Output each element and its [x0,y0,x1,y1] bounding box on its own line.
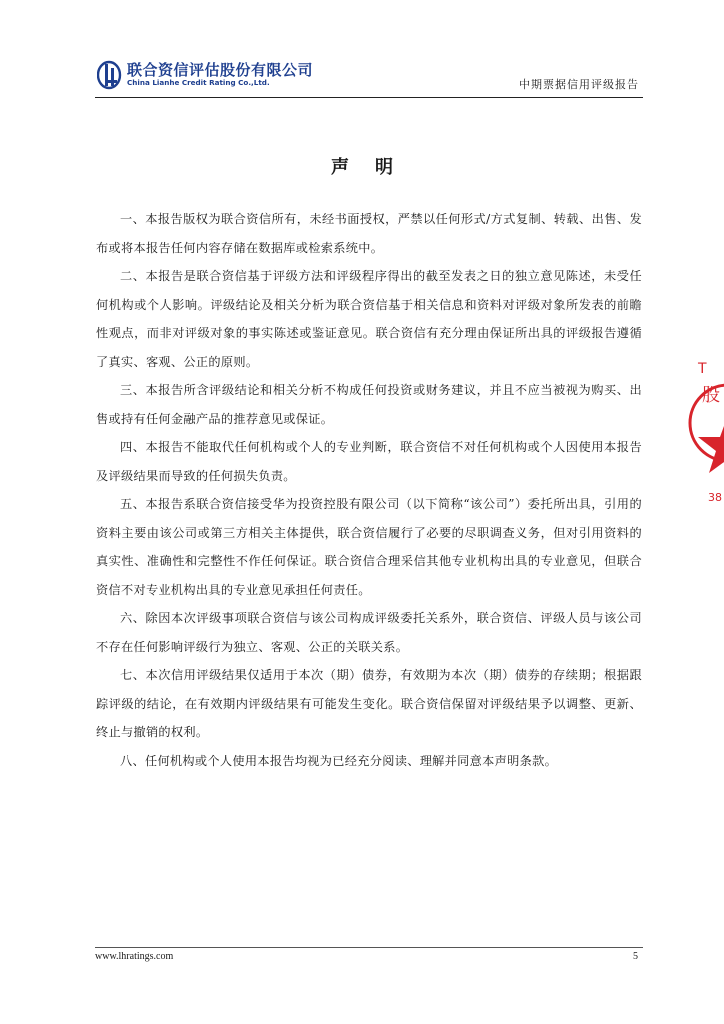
stamp-char: 股 [702,385,720,406]
statement-paragraph-6: 六、除因本次评级事项联合资信与该公司构成评级委托关系外，联合资信、评级人员与该公司不存在任何影响评级行为独立、客观、公正的关联关系。 [96,611,642,654]
statement-paragraph-1: 一、本报告版权为联合资信所有，未经书面授权，严禁以任何形式/方式复制、转载、出售、发布或将本报告任何内容存储在数据库或检索系统中。 [96,212,642,255]
statement-paragraph-3: 三、本报告所含评级结论和相关分析不构成任何投资或财务建议，并且不应当被视为购买、出售或持有任何金融产品的推荐意见或保证。 [96,383,642,426]
statement-body [96,205,642,775]
statement-paragraph-7: 七、本次信用评级结果仅适用于本次（期）债券，有效期为本次（期）债券的存续期；根据跟踪评级的结论，在有效期内评级结果有可能发生变化。联合资信保留对评级结果予以调整、更新、终止与撤销的权利。 [96,668,642,739]
footer-url: www.lhratings.com [95,951,174,962]
stamp-number: 38 [708,491,722,504]
page-title: 声明 [331,157,419,178]
statement-paragraph-2: 二、本报告是联合资信基于评级方法和评级程序得出的截至发表之日的独立意见陈述，未受任何机构或个人影响。评级结论及相关分析为联合资信基于相关信息和资料对评级对象所发表的前瞻性观点，而非对评级对象的事实陈述或鉴证意见。联合资信有充分理由保证所出具的评级报告遵循了真实、客观、公正的原则。 [96,269,642,369]
report-type: 中期票据信用评级报告 [519,78,639,91]
statement-paragraph-5: 五、本报告系联合资信接受华为投资控股有限公司（以下简称“该公司”）委托所出具，引用的资料主要由该公司或第三方相关主体提供，联合资信履行了必要的尽职调查义务，但对引用资料的真实性、准确性和完整性不作任何保证。联合资信合理采信其他专业机构出具的专业意见，但联合资信不对专业机构出具的专业意见承担任何责任。 [96,497,642,597]
statement-paragraph-4: 四、本报告不能取代任何机构或个人的专业判断，联合资信不对任何机构或个人因使用本报告及评级结果而导致的任何损失负责。 [96,440,642,483]
seal-stamp [686,355,724,515]
company-logo-icon [97,60,123,90]
header-divider [95,97,643,98]
page-header [95,56,643,98]
statement-paragraph-8: 八、任何机构或个人使用本报告均视为已经充分阅读、理解并同意本声明条款。 [120,753,558,768]
footer-divider [95,947,643,948]
svg-text:T: T [698,361,707,377]
page-number: 5 [633,951,638,962]
company-name-cn: 联合资信评估股份有限公司 [127,61,314,79]
company-name-en: China Lianhe Credit Rating Co.,Ltd. [127,78,270,87]
